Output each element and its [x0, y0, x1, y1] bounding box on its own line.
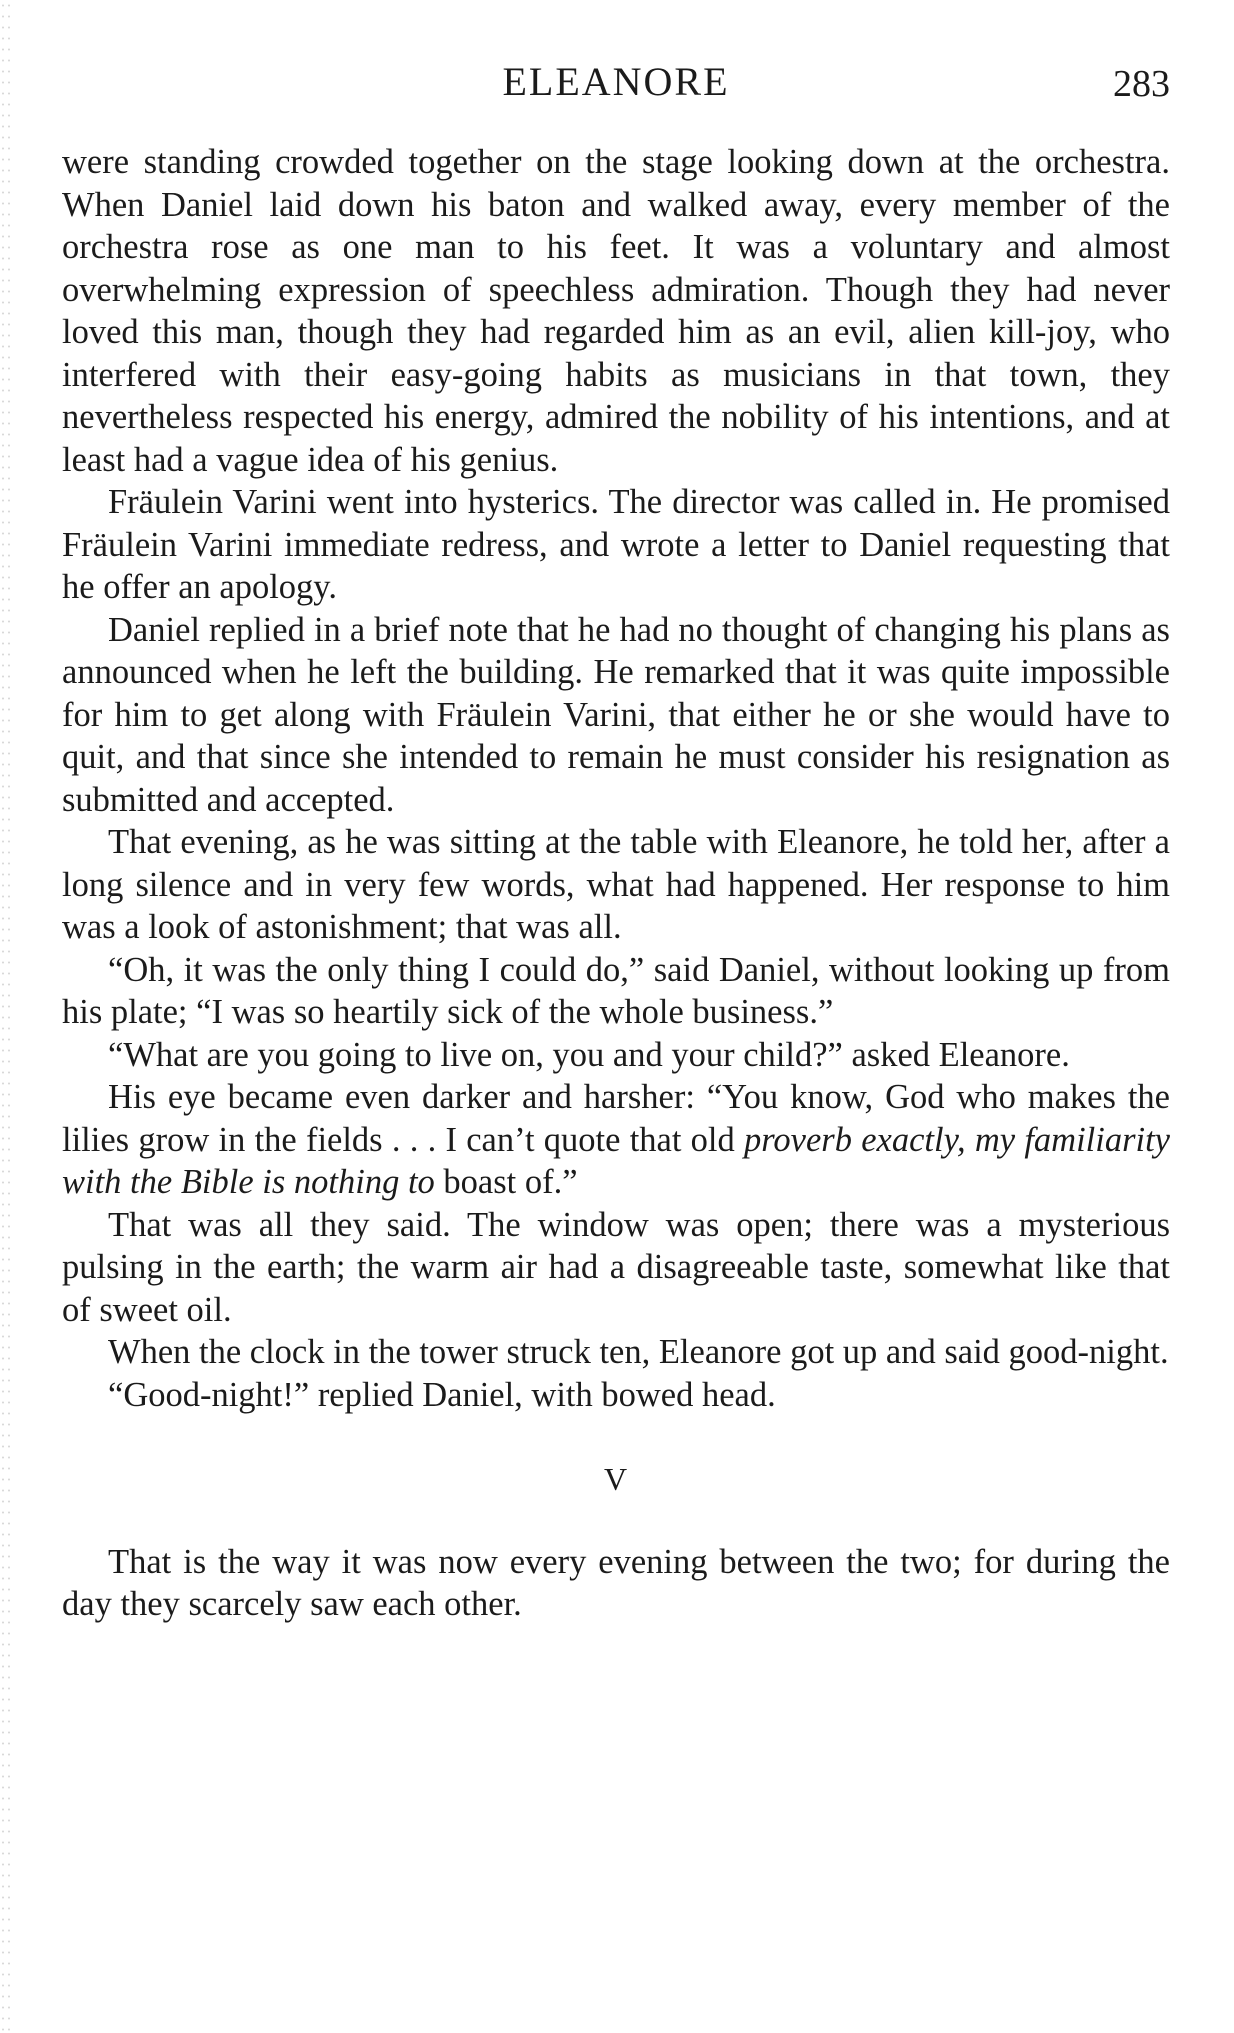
paragraph: “Oh, it was the only thing I could do,” said Daniel, without looking up from his plate; “I was so heartily sick of the whole business.”	[62, 950, 1170, 1031]
body-text	[62, 141, 1170, 1626]
paragraph	[62, 1076, 1170, 1204]
section-heading: V	[603, 1461, 629, 1497]
paragraph: When the clock in the tower struck ten, Eleanore got up and said good-night.	[108, 1333, 1169, 1371]
running-title: ELEANORE	[502, 59, 730, 104]
paragraph: “What are you going to live on, you and your child?” asked Eleanore.	[108, 1035, 1070, 1074]
italic-text: proverb exactly, my familiarity with the Bible is nothing to	[62, 1120, 1170, 1201]
page-number: 283	[1113, 63, 1170, 105]
paragraph: That was all they said. The window was open; there was a mysterious pulsing in the earth; the warm air had a disagreeable taste, somewhat like that of sweet oil.	[62, 1205, 1170, 1329]
paragraph: That is the way it was now every evening between the two; for during the day they scarcely saw each other.	[62, 1542, 1170, 1623]
paragraph: Daniel replied in a brief note that he had no thought of changing his plans as announced when he left the building. He remarked that it was quite impossible for him to get along with Fräulein Varini, that either he or she would have to quit, and that since she intended to remain he must consider his resignation as submitted and accepted.	[62, 610, 1170, 819]
paragraph: That evening, as he was sitting at the table with Eleanore, he told her, after a long silence and in very few words, what had happened. Her response to him was a look of astonishment; that was all.	[62, 823, 1170, 946]
paragraph-text: boast of.”	[434, 1163, 578, 1201]
scan-margin-artifact	[0, 0, 14, 2033]
paragraph-continued: were standing crowded together on the stage looking down at the orchestra. When Daniel laid down his baton and walked away, every member of the orchestra rose as one man to his feet. It was a voluntary and almost overwhelming expression of speechless admiration. Though they had never loved this man, though they had regarded him as an evil, alien kill-joy, who interfered with their easy-going habits as musicians in that town, they nevertheless respected his energy, admired the nobility of his intentions, and at least had a vague idea of his genius.	[62, 143, 1170, 479]
paragraph: Fräulein Varini went into hysterics. The director was called in. He promised Fräulein Varini immediate redress, and wrote a letter to Daniel requesting that he offer an apology.	[62, 483, 1170, 606]
running-head	[62, 58, 1170, 106]
paragraph: “Good-night!” replied Daniel, with bowed head.	[108, 1375, 776, 1414]
paragraph-text: His eye became even darker and harsher: “You know, God who makes the lilies grow in the fields . . . I can’t quote that old	[62, 1078, 1170, 1159]
